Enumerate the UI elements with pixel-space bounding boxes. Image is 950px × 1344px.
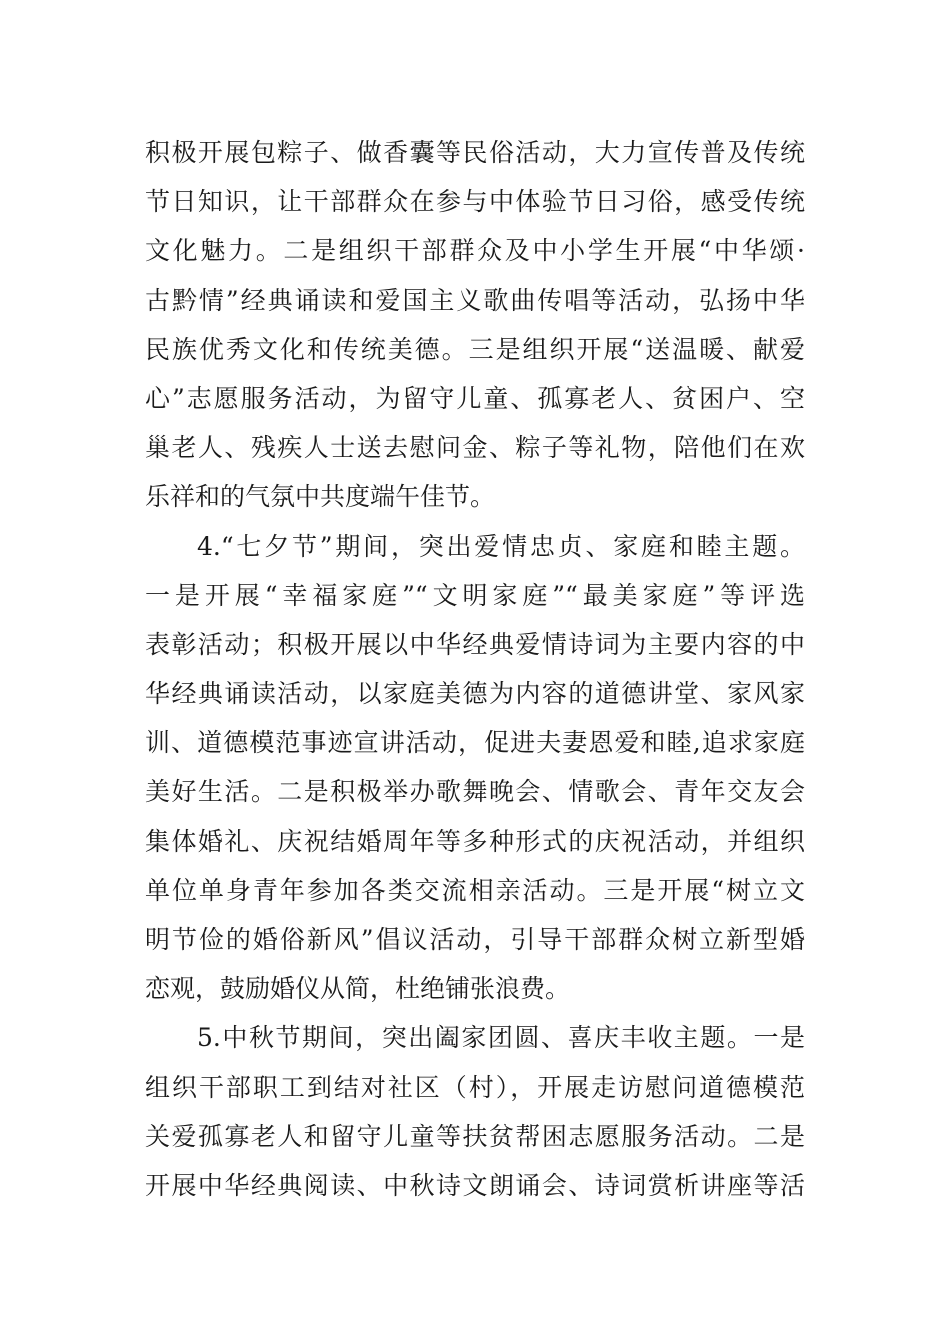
text-line: 组织干部职工到结对社区（村），开展走访慰问道德模范: [145, 1072, 805, 1102]
text-line: 一是开展“幸福家庭”“文明家庭”“最美家庭”等评选: [145, 580, 805, 610]
text-line: 美好生活。二是积极举办歌舞晚会、情歌会、青年交友会: [145, 777, 805, 807]
text-line: 关爱孤寡老人和留守儿童等扶贫帮困志愿服务活动。二是: [145, 1121, 805, 1151]
text-line: 表彰活动；积极开展以中华经典爱情诗词为主要内容的中: [145, 629, 805, 659]
text-line: 节日知识，让干部群众在参与中体验节日习俗，感受传统: [145, 187, 805, 217]
text-line: 古黔情”经典诵读和爱国主义歌曲传唱等活动，弘扬中华: [145, 285, 805, 315]
text-line: 心”志愿服务活动，为留守儿童、孤寡老人、贫困户、空: [145, 383, 805, 413]
body-text: [145, 128, 805, 1210]
text-line: 恋观，鼓励婚仪从简，杜绝铺张浪费。: [145, 974, 571, 1004]
text-line: 华经典诵读活动，以家庭美德为内容的道德讲堂、家风家: [145, 679, 805, 709]
paragraph-start-line: 5.中秋节期间，突出阖家团圆、喜庆丰收主题。一是: [197, 1023, 805, 1053]
text-line: 文化魅力。二是组织干部群众及中小学生开展“中华颂·: [145, 236, 805, 266]
text-line: 民族优秀文化和传统美德。三是组织开展“送温暖、献爱: [145, 334, 805, 364]
text-line: 训、道德模范事迹宣讲活动，促进夫妻恩爱和睦,追求家庭: [145, 728, 805, 758]
text-line: 单位单身青年参加各类交流相亲活动。三是开展“树立文: [145, 875, 805, 905]
paragraph-start-line: 4.“七夕节”期间，突出爱情忠贞、家庭和睦主题。: [197, 531, 805, 561]
text-line: 明节俭的婚俗新风”倡议活动，引导干部群众树立新型婚: [145, 925, 805, 954]
text-line: 巢老人、残疾人士送去慰问金、粽子等礼物，陪他们在欢: [145, 433, 805, 463]
text-line: 乐祥和的气氛中共度端午佳节。: [145, 482, 496, 512]
text-line: 集体婚礼、庆祝结婚周年等多种形式的庆祝活动，并组织: [145, 826, 805, 856]
text-line: 开展中华经典阅读、中秋诗文朗诵会、诗词赏析讲座等活: [145, 1170, 805, 1200]
text-line: 积极开展包粽子、做香囊等民俗活动，大力宣传普及传统: [145, 138, 805, 167]
